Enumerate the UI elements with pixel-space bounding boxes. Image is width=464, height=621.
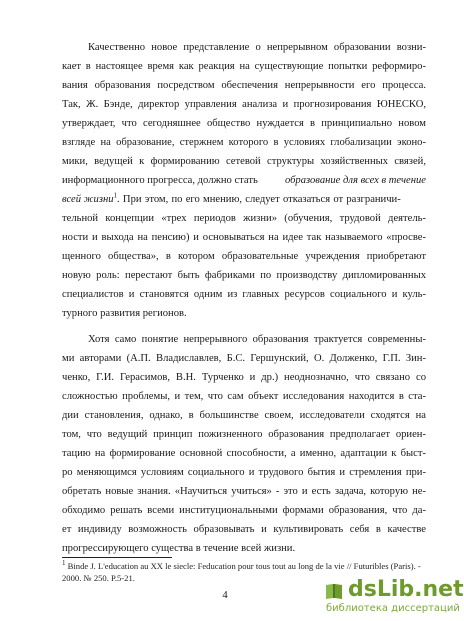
p1-line-2: кает в настоящее время как реакция на существующие попытки реформиро- — [62, 61, 426, 72]
watermark — [316, 577, 464, 620]
watermark-subtitle: библиотека диссертаций — [326, 603, 460, 614]
p2-line-4: сложностью проблемы, и тем, что сам объект исследования находится в ста- — [62, 391, 426, 402]
watermark-logo: dsLib.net — [348, 577, 464, 602]
p1-line-4: Так, Ж. Бэнде, директор управления анализа и прогнозирования ЮНЕСКО, — [62, 99, 426, 110]
footnote-line-2: 2000. № 250. P.5-21. — [62, 573, 135, 583]
footnote-line-1 — [62, 561, 421, 572]
footnote-number: 1 — [62, 559, 66, 568]
p2-line-2: ми авторами (А.П. Владиславлев, Б.С. Гершунский, О. Долженко, Г.П. Зин- — [62, 353, 426, 364]
footnote-text-1: Binde J. L'education au XX le siecle: Feducation pour tous tout au long de la vie // Futuribles (Paris). - — [65, 561, 421, 571]
p1-line-10: тельной концепции «трех периодов жизни» (обучения, трудовой деятель- — [62, 213, 426, 224]
p2-line-3: ченко, Г.И. Герасимов, В.Н. Турченко и др.) неоднозначно, что связано со — [62, 372, 426, 383]
p1-line-9 — [62, 193, 426, 206]
p2-line-10: обходимо решать всеми институциональными формами образования, что да- — [62, 505, 426, 516]
p2-line-11: ет индивиду возможность образовывать и культивировать себя в качестве — [62, 524, 426, 535]
p2-line-6: том, что ведущий принцип пожизненного образования предполагает ориен- — [62, 429, 426, 440]
p2-line-1: Хотя само понятие непрерывного образования трактуется современны- — [88, 334, 426, 345]
p1-line-9-rest: . При этом, по его мнению, следует отказаться от разграничи- — [117, 194, 401, 205]
p1-line-8-italic: образование для всех в течение — [284, 175, 426, 186]
p2-line-7: тацию на формирование основной способности, а именно, адаптации к быст- — [62, 448, 426, 459]
p1-line-3: вания образования посредством обеспечения непрерывности его процесса. — [62, 80, 426, 91]
footnote-ref: 1 — [113, 191, 118, 200]
p1-line-8 — [62, 174, 426, 187]
book-icon — [324, 581, 344, 601]
p1-line-5: утверждает, что сегодняшнее общество нуждается в принципиально новом — [62, 118, 426, 129]
p1-line-12: щенного общества», в котором образовательные учреждения приобретают — [62, 251, 426, 262]
p1-line-11: ности и выхода на пенсию) и основываться на идее так называемого «просве- — [62, 232, 426, 243]
p1-line-8-text: информационного прогресса, должно стать — [62, 175, 258, 186]
p2-line-5: дии становления, однако, в большинстве своем, исследователи сходятся на — [62, 410, 426, 421]
p1-line-13: новую роль: перестают быть фабриками по производству дипломированных — [62, 270, 426, 281]
footnote-separator — [62, 557, 172, 558]
page-number: 4 — [222, 590, 228, 601]
p1-line-9-italic: всей жизни — [62, 194, 114, 205]
p2-line-9: обретать новые знания. «Научиться учиться» - это и есть задача, которую не- — [62, 486, 426, 497]
p2-line-8: ро меняющимся условиям социального и трудового бытия и стремления при- — [62, 467, 426, 478]
p1-line-6: взгляде на образование, стержнем которого в условиях глобализации эконо- — [62, 137, 426, 148]
p1-line-15: турного развития регионов. — [62, 308, 187, 319]
p1-line-7: мики, ведущей к формированию сетевой структуры хозяйственных связей, — [62, 156, 426, 167]
p1-line-1: Качественно новое представление о непрерывном образовании возни- — [88, 42, 426, 53]
p2-line-12: прогрессирующего существа в течение всей жизни. — [62, 543, 296, 554]
p1-line-14: специалистов и становятся одним из главных ресурсов социального и куль- — [62, 289, 426, 300]
